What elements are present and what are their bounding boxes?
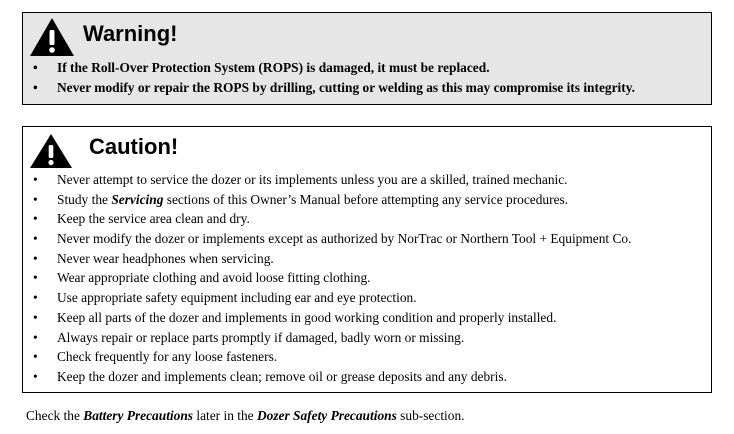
warning-item-text: If the Roll-Over Protection System (ROPS) is damaged, it must be replaced.	[57, 60, 490, 75]
footer-text: later in the	[193, 408, 257, 423]
list-item	[27, 209, 631, 229]
servicing-emphasis: Servicing	[111, 191, 164, 207]
list-item	[27, 229, 631, 249]
caution-item-text: Keep the service area clean and dry.	[57, 211, 250, 227]
list-item	[27, 367, 631, 387]
bullet: •	[33, 79, 38, 95]
bullet: •	[33, 191, 38, 207]
caution-box	[22, 126, 712, 393]
bullet: •	[33, 309, 38, 325]
warning-item-text: Never modify or repair the ROPS by drilling, cutting or welding as this may compromise its integrity.	[57, 79, 636, 95]
footer-text: sub-section.	[396, 408, 465, 423]
caution-item-text: Wear appropriate clothing and avoid loose fitting clothing.	[57, 270, 371, 286]
bullet: •	[33, 290, 38, 306]
bullet: •	[33, 349, 38, 365]
caution-item-text-after: sections of this Owner’s Manual before attempting any service procedures.	[163, 191, 569, 207]
bullet: •	[33, 329, 38, 345]
caution-item-text: Never modify the dozer or implements except as authorized by NorTrac or Northern Tool + Equipment Co.	[57, 231, 632, 247]
bullet: •	[33, 368, 38, 384]
bullet: •	[33, 250, 38, 266]
battery-precautions-ref: Battery Precautions	[83, 408, 193, 423]
list-item	[27, 308, 631, 328]
caution-item-text: Check frequently for any loose fasteners.	[57, 349, 278, 365]
bullet: •	[33, 172, 38, 187]
list-item	[27, 268, 631, 288]
list-item	[27, 190, 631, 210]
caution-list	[27, 170, 631, 387]
list-item	[27, 328, 631, 348]
list-item	[27, 249, 631, 269]
list-item	[27, 78, 635, 98]
bullet: •	[33, 211, 38, 227]
caution-title: Caution!	[89, 134, 179, 159]
list-item	[27, 347, 631, 367]
list-item	[27, 170, 631, 190]
bullet: •	[33, 231, 38, 247]
warning-list	[27, 58, 635, 97]
dozer-safety-precautions-ref: Dozer Safety Precautions	[256, 408, 397, 423]
bullet: •	[33, 60, 38, 75]
caution-triangle-icon	[29, 133, 73, 169]
footer-note	[26, 406, 465, 426]
warning-box	[22, 12, 712, 105]
caution-item-text: Keep all parts of the dozer and implements in good working condition and properly installed.	[57, 309, 557, 325]
caution-item-text: Always repair or replace parts promptly if damaged, badly worn or missing.	[57, 329, 465, 345]
caution-item-text: Keep the dozer and implements clean; remove oil or grease deposits and any debris.	[57, 368, 507, 384]
bullet: •	[33, 270, 38, 286]
warning-title: Warning!	[83, 21, 178, 46]
list-item	[27, 58, 635, 78]
caution-item-text: Use appropriate safety equipment including ear and eye protection.	[57, 290, 417, 306]
caution-item-text: Never attempt to service the dozer or its implements unless you are a skilled, trained mechanic.	[57, 172, 568, 187]
caution-item-text: Never wear headphones when servicing.	[57, 250, 274, 266]
warning-triangle-icon	[29, 17, 75, 57]
caution-item-text-before: Study the	[57, 191, 112, 207]
list-item	[27, 288, 631, 308]
footer-text: Check the	[26, 408, 84, 423]
